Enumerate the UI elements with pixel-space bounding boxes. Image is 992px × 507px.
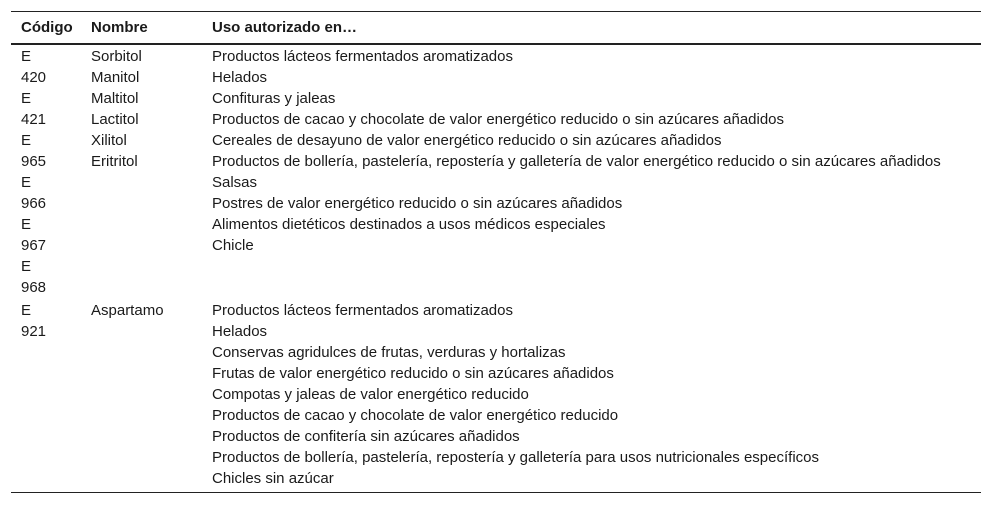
sweeteners-table bbox=[11, 11, 981, 493]
names-cell bbox=[91, 300, 212, 321]
use-line: Salsas bbox=[212, 174, 258, 191]
use-line: Helados bbox=[212, 69, 268, 86]
code-line: E bbox=[21, 258, 32, 275]
codes-cell bbox=[11, 46, 91, 298]
name-line: Maltitol bbox=[91, 90, 139, 107]
table-header bbox=[11, 12, 981, 45]
name-line: Eritritol bbox=[91, 153, 138, 170]
use-line: Cereales de desayuno de valor energético reducido o sin azúcares añadidos bbox=[212, 132, 722, 149]
uses-cell bbox=[212, 300, 981, 489]
use-line: Productos de bollería, pastelería, repostería y galletería de valor energético reducido o sin azúcares añadidos bbox=[212, 153, 941, 170]
use-line: Productos lácteos fermentados aromatizados bbox=[212, 302, 513, 319]
code-line: 921 bbox=[21, 323, 47, 340]
use-line: Frutas de valor energético reducido o sin azúcares añadidos bbox=[212, 365, 614, 382]
code-line: E bbox=[21, 90, 32, 107]
code-line: E bbox=[21, 216, 32, 233]
use-line: Postres de valor energético reducido o sin azúcares añadidos bbox=[212, 195, 623, 212]
code-line: 967 bbox=[21, 237, 47, 254]
use-line: Helados bbox=[212, 323, 268, 340]
code-line: E bbox=[21, 302, 32, 319]
use-line: Chicles sin azúcar bbox=[212, 470, 334, 487]
names-cell bbox=[91, 46, 212, 172]
code-line: 421 bbox=[21, 111, 47, 128]
use-line: Productos lácteos fermentados aromatizados bbox=[212, 48, 513, 65]
codes-cell bbox=[11, 300, 91, 342]
uses-cell bbox=[212, 46, 981, 256]
code-line: 966 bbox=[21, 195, 47, 212]
table-body bbox=[11, 45, 981, 492]
name-line: Aspartamo bbox=[91, 302, 164, 319]
use-line: Conservas agridulces de frutas, verduras y hortalizas bbox=[212, 344, 566, 361]
use-line: Productos de cacao y chocolate de valor energético reducido o sin azúcares añadidos bbox=[212, 111, 785, 128]
code-line: 965 bbox=[21, 153, 47, 170]
use-line: Chicle bbox=[212, 237, 254, 254]
name-line: Lactitol bbox=[91, 111, 139, 128]
table-row bbox=[11, 298, 981, 492]
code-line: E bbox=[21, 48, 32, 65]
name-line: Xilitol bbox=[91, 132, 127, 149]
code-line: 968 bbox=[21, 279, 47, 296]
name-line: Sorbitol bbox=[91, 48, 142, 65]
header-name: Nombre bbox=[91, 19, 148, 36]
table-row bbox=[11, 45, 981, 298]
use-line: Confituras y jaleas bbox=[212, 90, 336, 107]
use-line: Productos de bollería, pastelería, repostería y galletería para usos nutricionales específicos bbox=[212, 449, 820, 466]
name-line: Manitol bbox=[91, 69, 140, 86]
use-line: Productos de confitería sin azúcares añadidos bbox=[212, 428, 520, 445]
code-line: 420 bbox=[21, 69, 47, 86]
header-use: Uso autorizado en… bbox=[212, 19, 358, 36]
use-line: Compotas y jaleas de valor energético reducido bbox=[212, 386, 529, 403]
use-line: Alimentos dietéticos destinados a usos médicos especiales bbox=[212, 216, 606, 233]
code-line: E bbox=[21, 132, 32, 149]
code-line: E bbox=[21, 174, 32, 191]
use-line: Productos de cacao y chocolate de valor energético reducido bbox=[212, 407, 619, 424]
header-code: Código bbox=[21, 19, 73, 36]
